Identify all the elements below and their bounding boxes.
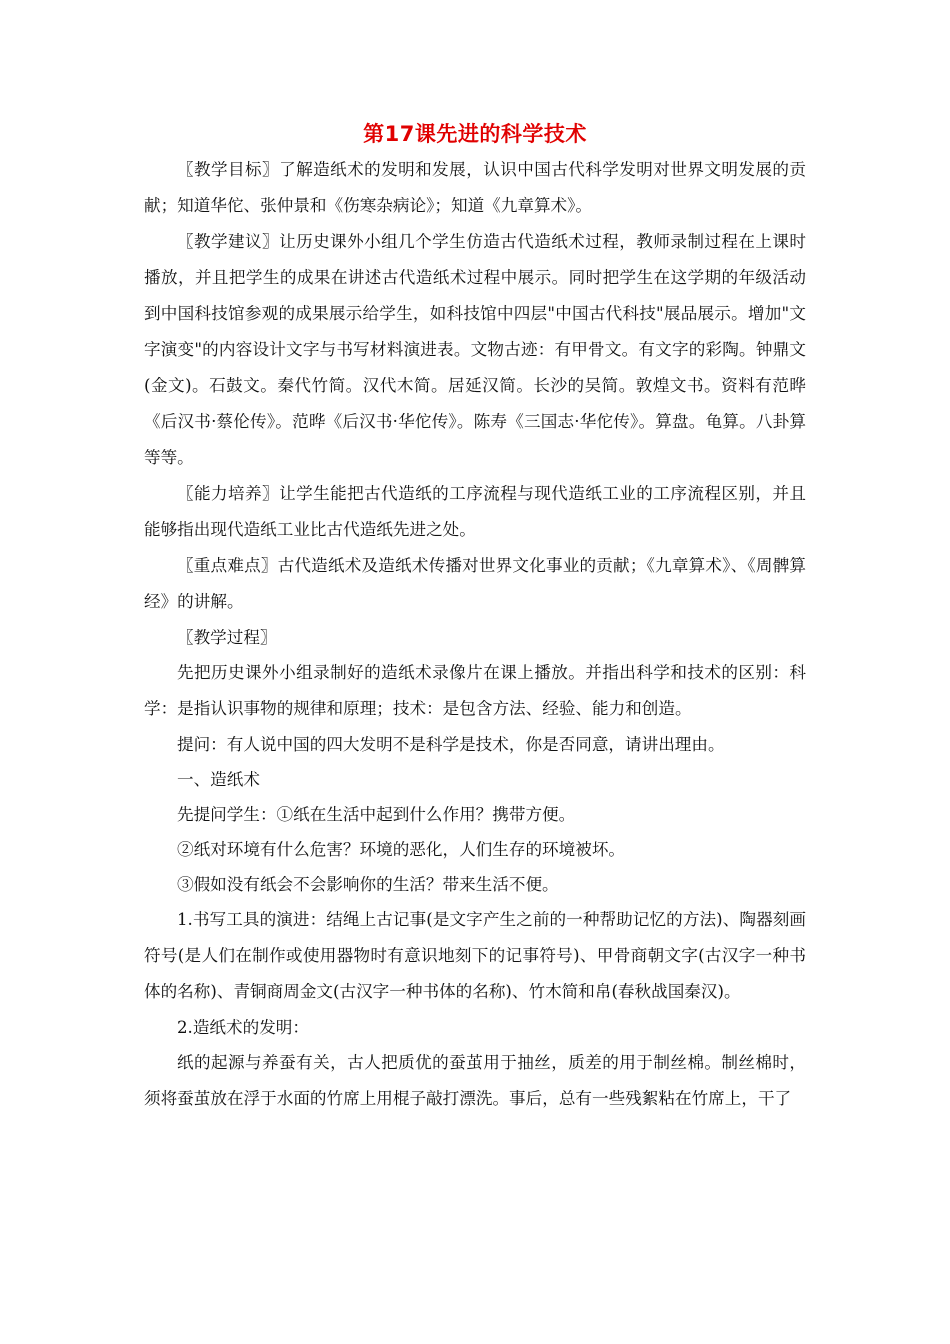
paragraph-teaching-goals: 〖教学目标〗了解造纸术的发明和发展，认识中国古代科学发明对世界文明发展的贡献；知道华佗、张仲景和《伤寒杂病论》；知道《九章算术》。 [144,160,806,215]
paragraph-writing-tools: 1.书写工具的演进：结绳上古记事(是文字产生之前的一种帮助记忆的方法)、陶器刻画符号(是人们在制作或使用器物时有意识地刻下的记事符号)、甲骨商朝文字(古汉字一种书体的名称)、青铜商周金文(古汉字一种书体的名称)、竹木简和帛(春秋战国秦汉)。 [144,910,806,1001]
paragraph-question: 提问：有人说中国的四大发明不是科学是技术，你是否同意，请讲出理由。 [177,735,725,754]
list-item: ②纸对环境有什么危害？环境的恶化，人们生存的环境被坏。 [177,840,626,859]
paragraph-paper-origin: 纸的起源与养蚕有关，古人把质优的蚕茧用于抽丝，质差的用于制丝棉。制丝棉时，须将蚕茧放在浮于水面的竹席上用棍子敲打漂洗。事后，总有一些残絮粘在竹席上，干了 [144,1053,806,1108]
list-item: ③假如没有纸会不会影响你的生活？带来生活不便。 [177,875,559,894]
subheading-invention: 2.造纸术的发明： [177,1018,309,1037]
paragraph-teaching-process: 〖教学过程〗 [177,628,277,647]
list-item: 先提问学生：①纸在生活中起到什么作用？携带方便。 [177,805,576,824]
document-body [144,152,806,1117]
section-heading-papermaking: 一、造纸术 [177,770,260,789]
page-title: 第17课先进的科学技术 [363,122,587,146]
paragraph-key-difficulties: 〖重点难点〗古代造纸术及造纸术传播对世界文化事业的贡献；《九章算术》、《周髀算经》的讲解。 [144,556,806,611]
paragraph-ability-training: 〖能力培养〗让学生能把古代造纸的工序流程与现代造纸工业的工序流程区别，并且能够指出现代造纸工业比古代造纸先进之处。 [144,484,806,539]
paragraph-science-vs-technology: 先把历史课外小组录制好的造纸术录像片在课上播放。并指出科学和技术的区别：科学：是指认识事物的规律和原理；技术：是包含方法、经验、能力和创造。 [144,663,806,718]
paragraph-teaching-suggestions: 〖教学建议〗让历史课外小组几个学生仿造古代造纸术过程，教师录制过程在上课时播放，并且把学生的成果在讲述古代造纸术过程中展示。同时把学生在这学期的年级活动到中国科技馆参观的成果展示给学生，如科技馆中四层"中国古代科技"展品展示。增加"文字演变"的内容设计文字与书写材料演进表。文物古迹：有甲骨文。有文字的彩陶。钟鼎文(金文)。石鼓文。秦代竹简。汉代木简。居延汉简。长沙的吴简。敦煌文书。资料有范晔《后汉书·蔡伦传》。范晔《后汉书·华佗传》。陈寿《三国志·华佗传》。算盘。龟算。八卦算等等。 [144,232,806,467]
